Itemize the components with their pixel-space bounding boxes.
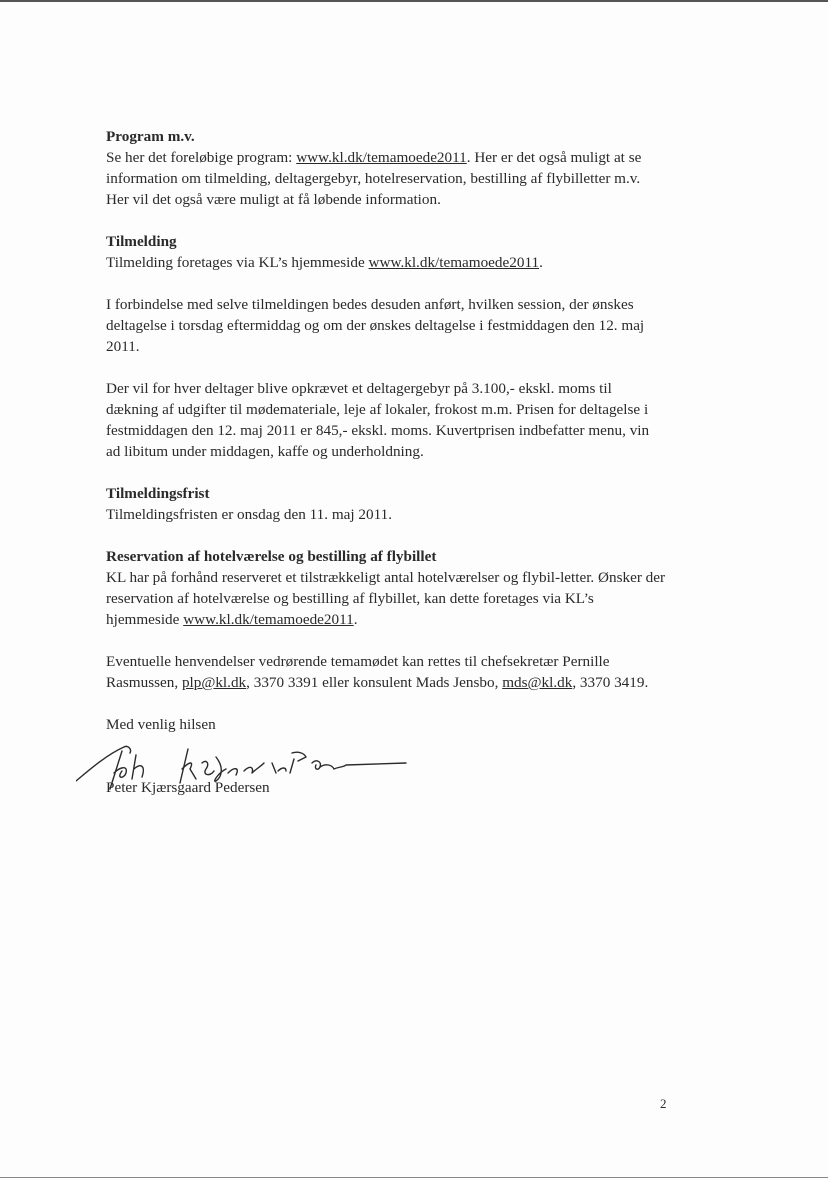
- heading-frist: Tilmeldingsfrist: [106, 485, 210, 502]
- heading-reservation: Reservation af hotelværelse og bestilling af flybillet: [106, 548, 437, 565]
- contact-text-pre: Eventuelle henvendelser vedrørende temamødet kan rettes til chefsekretær Pernille Rasmussen,: [106, 653, 610, 691]
- reservation-text-pre: KL har på forhånd reserveret et tilstrækkeligt antal hotelværelser og flybil-letter. Ønsker der reservation af hotelværelse og bestilling af flybillet, kan dette foretages via KL’s hjemmeside: [106, 569, 666, 628]
- program-text-post: . Her er det også muligt at se information om tilmelding, deltagergebyr, hotelreservation, bestilling af flybilletter m.v. Her vil det også være muligt at få løbende information.: [106, 149, 642, 208]
- email-link-plp[interactable]: plp@kl.dk: [181, 674, 247, 691]
- signature-area: [106, 735, 666, 777]
- tilmelding-text-pre: Tilmelding foretages via KL’s hjemmeside: [106, 254, 369, 271]
- program-link[interactable]: www.kl.dk/temamoede2011: [296, 149, 467, 166]
- program-paragraph: [106, 147, 666, 210]
- closing-greeting: Med venlig hilsen: [106, 716, 216, 733]
- email-link-mds[interactable]: mds@kl.dk: [502, 674, 573, 691]
- heading-program: Program m.v.: [106, 128, 195, 145]
- session-paragraph: I forbindelse med selve tilmeldingen bedes desuden anført, hvilken session, der ønskes deltagelse i torsdag eftermiddag og om der ønskes deltagelse i festmiddagen den 12. maj 2011.: [106, 296, 645, 355]
- reservation-link[interactable]: www.kl.dk/temamoede2011: [183, 611, 354, 628]
- tilmelding-paragraph: [106, 252, 666, 273]
- heading-tilmelding: Tilmelding: [106, 233, 177, 250]
- reservation-text-post: .: [353, 611, 358, 628]
- reservation-paragraph: [106, 567, 666, 630]
- frist-paragraph: Tilmeldingsfristen er onsdag den 11. maj 2011.: [106, 506, 393, 523]
- contact-text-post: , 3370 3419.: [572, 674, 649, 691]
- page-number: 2: [660, 1096, 667, 1111]
- tilmelding-link[interactable]: www.kl.dk/temamoede2011: [368, 254, 540, 271]
- letter-body: [106, 126, 666, 798]
- tilmelding-text-post: .: [539, 254, 543, 271]
- contact-paragraph: [106, 651, 666, 693]
- program-text-pre: Se her det foreløbige program:: [106, 149, 297, 166]
- contact-text-mid: , 3370 3391 eller konsulent Mads Jensbo,: [246, 674, 503, 691]
- fee-paragraph: Der vil for hver deltager blive opkrævet et deltagergebyr på 3.100,- ekskl. moms til dækning af udgifter til mødemateriale, leje af lokaler, frokost m.m. Prisen for deltagelse i festmiddagen den 12. maj 2011 er 845,- ekskl. moms. Kuvertprisen indbefatter menu, vin ad libitum under middagen, kaffe og underholdning.: [106, 380, 650, 460]
- page-bottom-edge: [0, 1177, 828, 1178]
- page-top-edge: [0, 0, 828, 2]
- signer-name: Peter Kjærsgaard Pedersen: [106, 779, 270, 796]
